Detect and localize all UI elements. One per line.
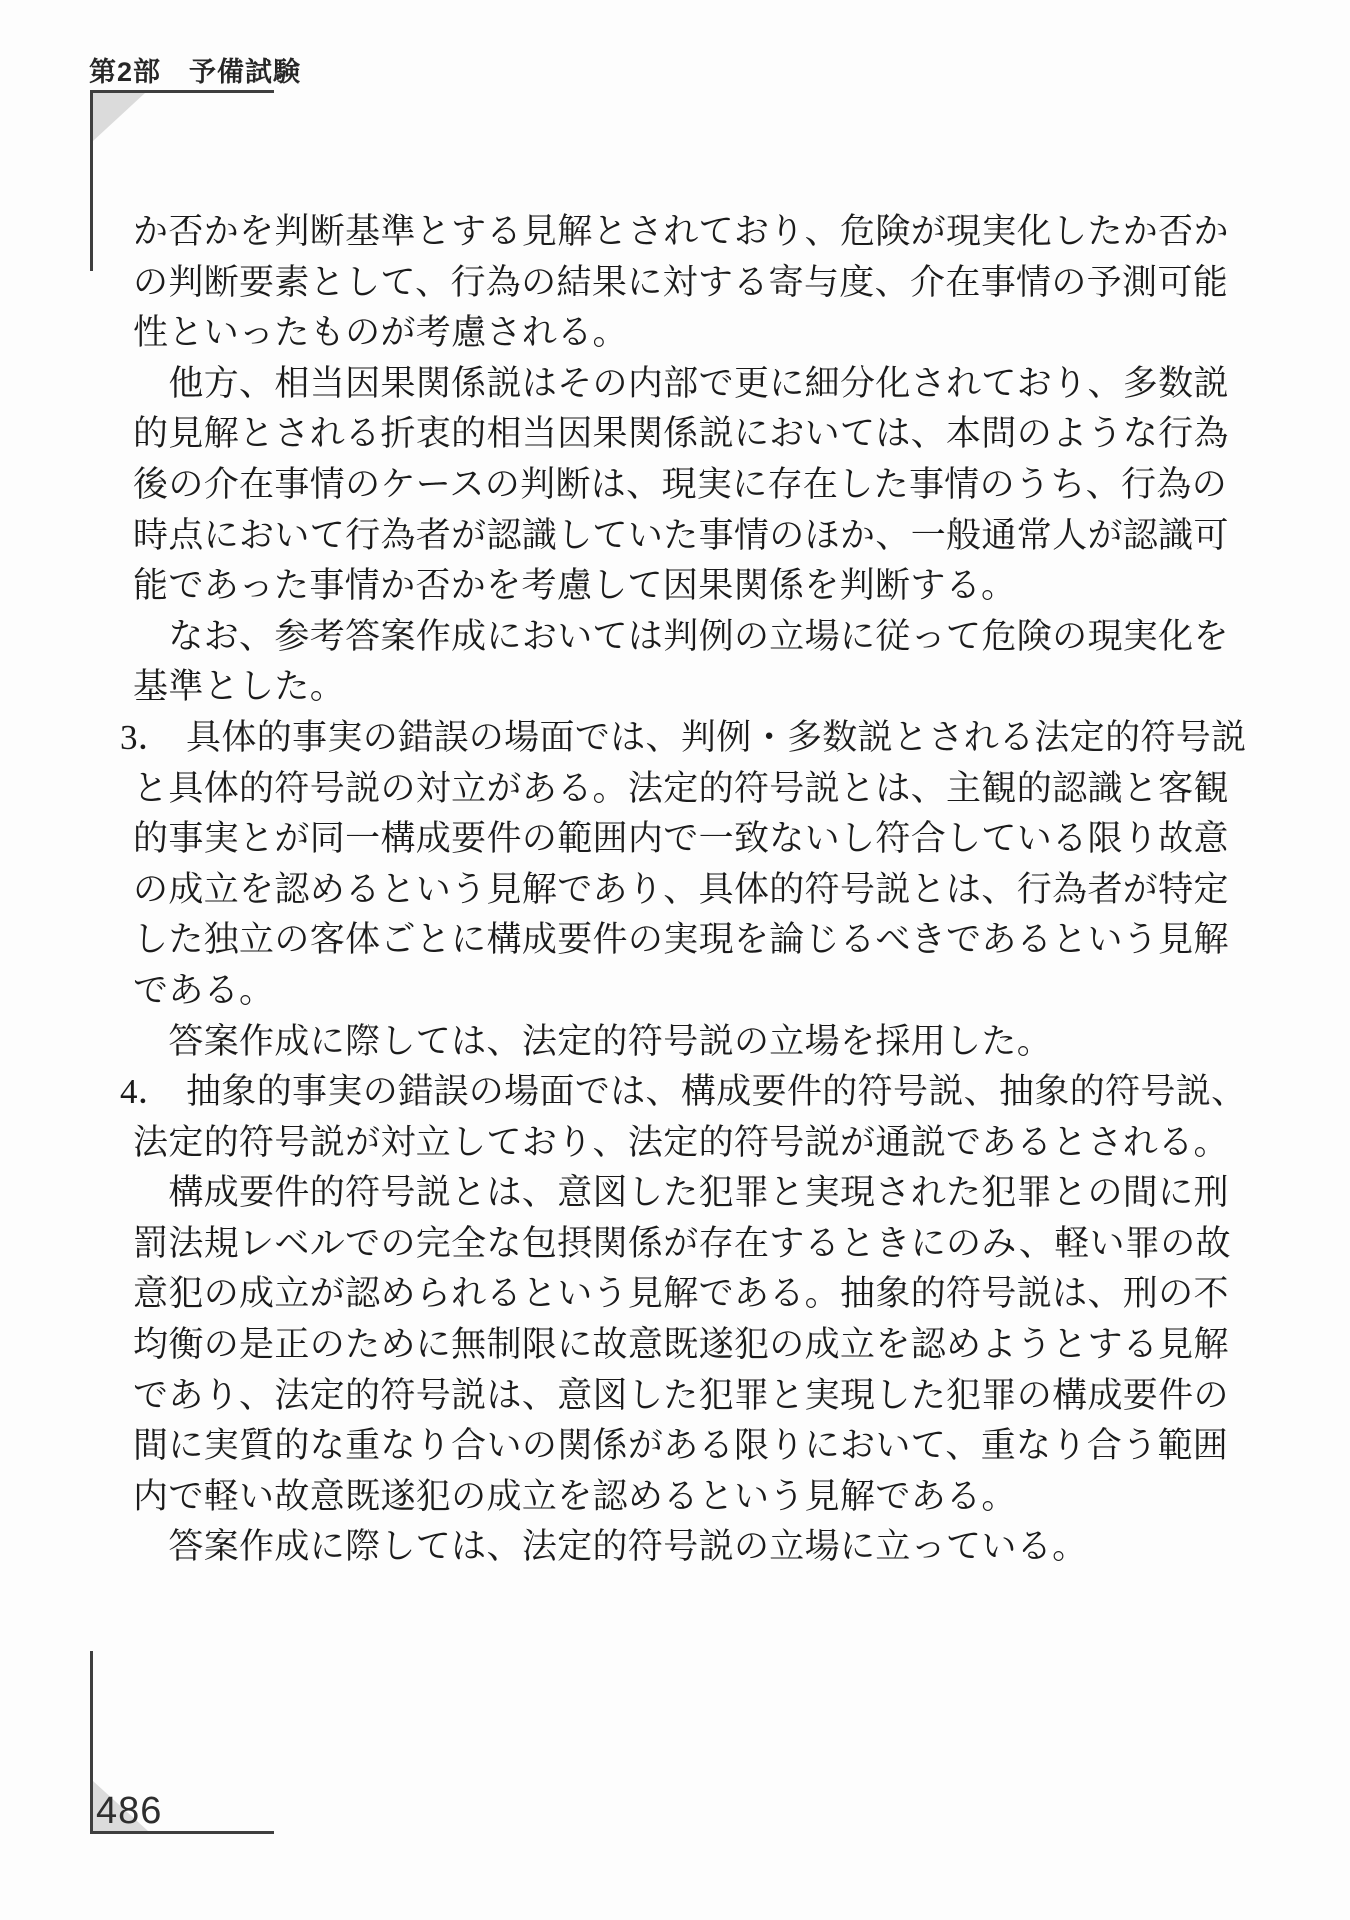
text-line: であり、法定的符号説は、意図した犯罪と実現した犯罪の構成要件の: [133, 1375, 1229, 1415]
text-line: と具体的符号説の対立がある。法定的符号説とは、主観的認識と客観: [133, 768, 1229, 808]
text-line: 答案作成に際しては、法定的符号説の立場を採用した。: [133, 1021, 1053, 1061]
text-line: 的事実とが同一構成要件の範囲内で一致ないし符合している限り故意: [133, 819, 1229, 859]
text-line: 能であった事情か否かを考慮して因果関係を判断する。: [133, 566, 1017, 606]
text-line: である。: [133, 970, 275, 1010]
text-line: なお、参考答案作成においては判例の立場に従って危険の現実化を: [133, 616, 1229, 656]
numbered-text-line: 4． 抽象的事実の錯誤の場面では、構成要件的符号説、抽象的符号説、: [120, 1067, 1241, 1118]
text-line: 的見解とされる折衷的相当因果関係説においては、本問のような行為: [133, 414, 1229, 454]
text-line: 基準とした。: [133, 667, 346, 707]
footer-rule-vertical: [90, 1651, 93, 1834]
text-line: 意犯の成立が認められるという見解である。抽象的符号説は、刑の不: [133, 1274, 1229, 1314]
text-line: 後の介在事情のケースの判断は、現実に存在した事情のうち、行為の: [133, 464, 1228, 504]
text-line: 答案作成に際しては、法定的符号説の立場に立っている。: [133, 1527, 1088, 1567]
text-line: 罰法規レベルでの完全な包摂関係が存在するときにのみ、軽い罪の故: [133, 1223, 1231, 1263]
text-line: 内で軽い故意既遂犯の成立を認めるという見解である。: [133, 1476, 1017, 1516]
text-line: 構成要件的符号説とは、意図した犯罪と実現された犯罪との間に刑: [133, 1173, 1229, 1213]
body-text: [120, 207, 1247, 1573]
text-line: 他方、相当因果関係説はその内部で更に細分化されており、多数説: [133, 363, 1229, 403]
corner-triangle-top: [93, 93, 145, 141]
text-line: 時点において行為者が認識していた事情のほか、一般通常人が認識可: [133, 515, 1229, 555]
text-line: か否かを判断基準とする見解とされており、危険が現実化したか否か: [133, 212, 1229, 251]
text-line: 間に実質的な重なり合いの関係がある限りにおいて、重なり合う範囲: [133, 1426, 1229, 1466]
item-number: 4．: [120, 1072, 173, 1112]
text-line: 法定的符号説が対立しており、法定的符号説が通説であるとされる。: [133, 1122, 1229, 1162]
text-line: の成立を認めるという見解であり、具体的符号説とは、行為者が特定: [133, 869, 1229, 909]
section-header: 第2部 予備試験: [89, 57, 302, 87]
page-number: 486: [96, 1790, 163, 1832]
numbered-text-line: 3． 具体的事実の錯誤の場面では、判例・多数説とされる法定的符号説: [120, 713, 1241, 764]
item-number: 3．: [120, 717, 173, 757]
text-line: の判断要素として、行為の結果に対する寄与度、介在事情の予測可能: [133, 262, 1229, 302]
text-line: 均衡の是正のために無制限に故意既遂犯の成立を認めようとする見解: [133, 1325, 1229, 1365]
text-line: 性といったものが考慮される。: [133, 313, 628, 353]
text-line: した独立の客体ごとに構成要件の実現を論じるべきであるという見解: [133, 920, 1229, 960]
